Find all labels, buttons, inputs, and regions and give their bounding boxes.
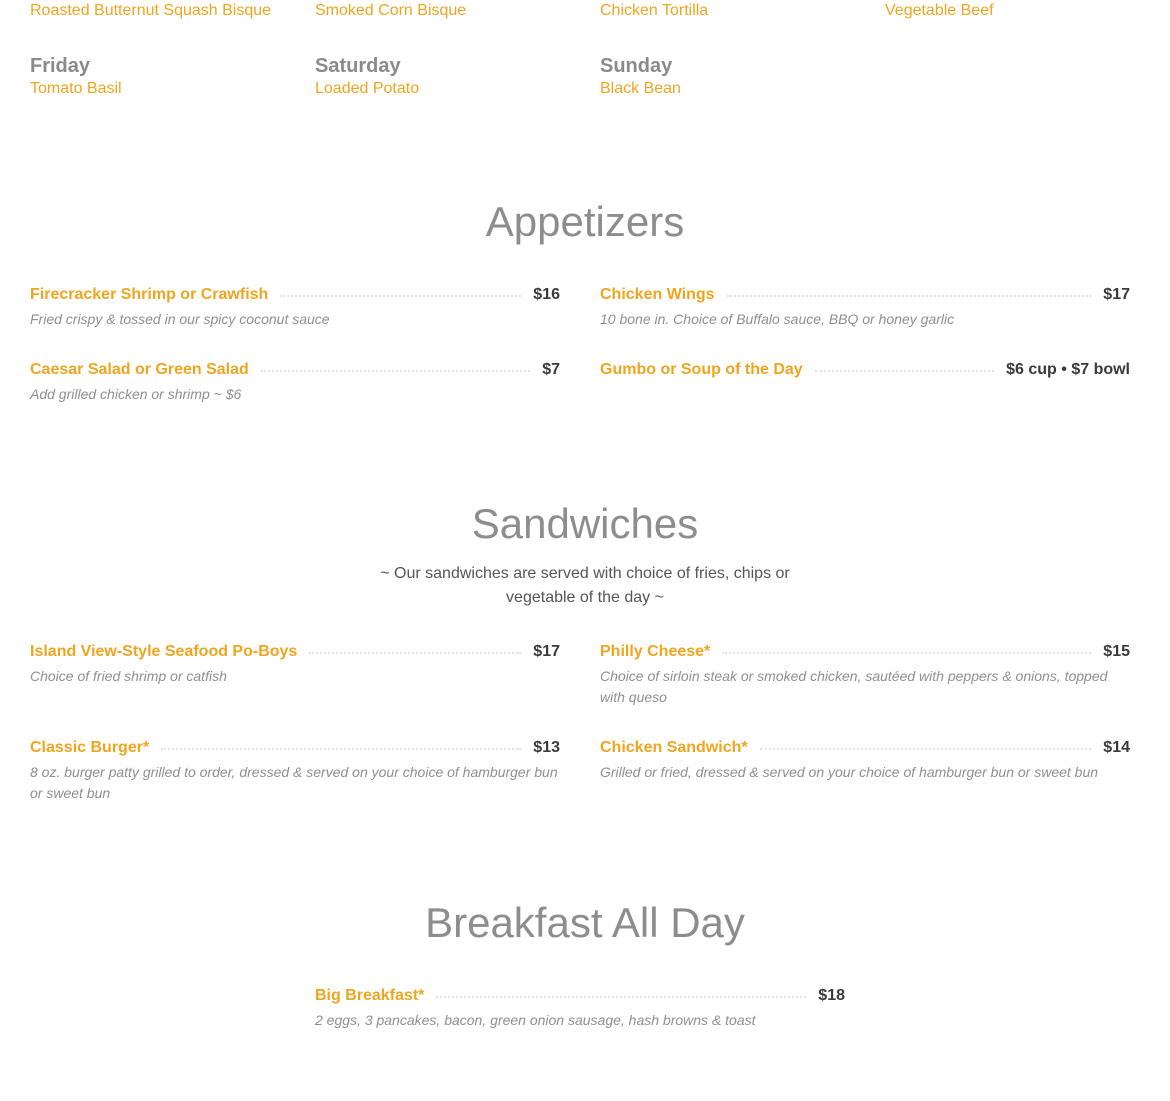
item-price: $17 <box>1103 286 1130 303</box>
item-name: Philly Cheese* <box>600 643 711 660</box>
menu-item-header <box>30 285 560 305</box>
menu-item-header <box>30 642 560 662</box>
item-name: Island View-Style Seafood Po-Boys <box>30 643 298 660</box>
day-label: Saturday <box>315 55 401 77</box>
item-description: 10 bone in. Choice of Buffalo sauce, BBQ or honey garlic <box>600 311 955 327</box>
item-description: Add grilled chicken or shrimp ~ $6 <box>30 386 242 402</box>
soup-row-top <box>30 1 1170 21</box>
section-title-breakfast: Breakfast All Day <box>425 899 745 946</box>
section-title-sandwiches: Sandwiches <box>471 500 699 547</box>
menu-item <box>30 738 560 804</box>
item-price: $16 <box>533 286 560 303</box>
soup-name: Loaded Potato <box>315 80 420 97</box>
item-name: Classic Burger* <box>30 739 150 756</box>
day-label: Friday <box>30 55 91 77</box>
menu-item-header <box>600 642 1130 662</box>
item-name: Firecracker Shrimp or Crawfish <box>30 286 269 303</box>
item-price: $7 <box>542 361 560 378</box>
soup-name: Smoked Corn Bisque <box>315 2 467 19</box>
dotted-leader <box>727 295 1092 297</box>
menu-item <box>30 360 560 405</box>
soup-day-sunday <box>600 54 681 100</box>
dotted-leader <box>161 748 521 750</box>
item-name: Chicken Wings <box>600 286 715 303</box>
item-description: Fried crispy & tossed in our spicy coconut sauce <box>30 311 330 327</box>
dotted-leader <box>436 996 806 998</box>
dotted-leader <box>261 370 530 372</box>
menu-item-header <box>600 738 1130 758</box>
dotted-leader <box>815 370 994 372</box>
menu-item-header <box>30 360 560 380</box>
menu-item <box>30 642 560 687</box>
day-label: Sunday <box>600 55 673 77</box>
dotted-leader <box>309 652 521 654</box>
dotted-leader <box>722 652 1091 654</box>
soup-day-friday <box>30 54 122 100</box>
item-description: Choice of fried shrimp or catfish <box>30 668 227 684</box>
section-note <box>370 562 800 610</box>
dotted-leader <box>280 295 521 297</box>
item-price: $14 <box>1103 739 1130 756</box>
soup-name: Vegetable Beef <box>885 2 994 19</box>
menu-item <box>600 738 1130 783</box>
soup-name: Chicken Tortilla <box>600 2 709 19</box>
item-price: $15 <box>1103 643 1130 660</box>
item-price: $17 <box>533 643 560 660</box>
item-description: 8 oz. burger patty grilled to order, dressed & served on your choice of hamburger bun or sweet bun <box>30 764 558 801</box>
menu-item <box>30 285 560 330</box>
item-name: Caesar Salad or Green Salad <box>30 361 249 378</box>
menu-item-header <box>315 986 845 1006</box>
item-description: Grilled or fried, dressed & served on your choice of hamburger bun or sweet bun <box>600 764 1099 780</box>
item-name: Gumbo or Soup of the Day <box>600 361 803 378</box>
section-note-line: vegetable of the day ~ <box>506 589 664 606</box>
dotted-leader <box>760 748 1092 750</box>
item-name: Chicken Sandwich* <box>600 739 748 756</box>
soup-name: Roasted Butternut Squash Bisque <box>30 2 272 19</box>
item-price: $18 <box>818 987 845 1004</box>
menu-item <box>600 360 1130 380</box>
menu-item-header <box>600 285 1130 305</box>
section-note-line: ~ Our sandwiches are served with choice of fries, chips or <box>380 565 790 582</box>
item-price: $6 cup • $7 bowl <box>1006 361 1130 378</box>
item-description: Choice of sirloin steak or smoked chicken, sautéed with peppers & onions, topped with queso <box>600 668 1108 705</box>
item-name: Big Breakfast* <box>315 987 425 1004</box>
menu-item <box>600 285 1130 330</box>
soup-name: Tomato Basil <box>30 80 122 97</box>
menu-item <box>315 986 845 1031</box>
menu-item <box>600 642 1130 708</box>
menu-item-header <box>600 360 1130 380</box>
soup-day-saturday <box>315 54 419 100</box>
section-title-appetizers: Appetizers <box>485 198 685 245</box>
item-description: 2 eggs, 3 pancakes, bacon, green onion sausage, hash browns & toast <box>315 1012 756 1028</box>
item-price: $13 <box>533 739 560 756</box>
soup-name: Black Bean <box>600 80 681 97</box>
menu-item-header <box>30 738 560 758</box>
